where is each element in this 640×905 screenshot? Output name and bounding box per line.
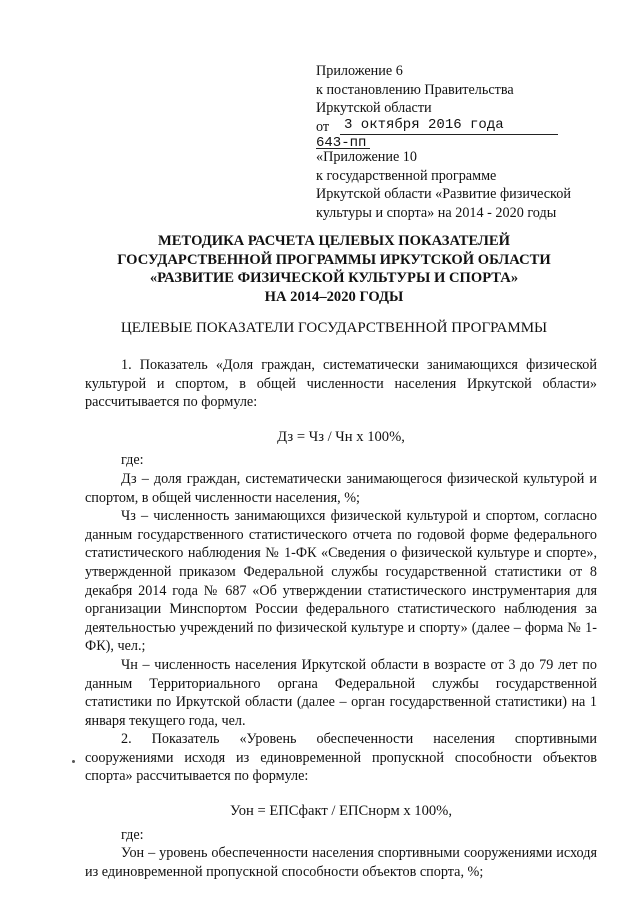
header-line: Приложение 6 [316,63,403,79]
title-line: МЕТОДИКА РАСЧЕТА ЦЕЛЕВЫХ ПОКАЗАТЕЛЕЙ [158,233,510,249]
scan-mark [72,760,75,763]
decree-number: 643-пп [316,134,367,151]
title-line: ГОСУДАРСТВЕННОЙ ПРОГРАММЫ ИРКУТСКОЙ ОБЛАСТИ [117,251,551,268]
definition-dz: Дз – доля граждан, систематически занимающегося физической культурой и спортом, в общей численности населения, %; [85,470,597,506]
indicator-2-intro: 2. Показатель «Уровень обеспеченности населения спортивными сооружениями исходя из единовременной пропускной способности объектов спорта» рассчитывается по формуле: [85,731,597,785]
annex-line: культуры и спорта» на 2014 - 2020 годы [316,204,557,221]
annex-line: Иркутской области «Развитие физической [316,186,571,203]
title-line: НА 2014–2020 ГОДЫ [264,288,404,305]
definition-chn: Чн – численность населения Иркутской области в возрасте от 3 до 79 лет по данным Территориального органа Федеральной службы государственной статистики по Иркутской области (далее – орган государственной статистики) на 1 января текущего года, чел. [85,656,597,729]
document-body [85,350,597,881]
approval-header [316,62,616,155]
definition-chz: Чз – численность занимающихся физической культурой и спортом, согласно данным государственного статистического отчета по годовой форме федерального статистического наблюдения № 1-ФК «Сведения о физической культуре и спорте», утвержденной приказом Федеральной службы государственной статистики от 8 декабря 2014 года № 687 «Об утверждении статистического инструментария для организации Минспортом России федерального статистического наблюдения за деятельностью учреждений по физической культуре и спорту» (далее – форма № 1-ФК), чел.; [85,508,597,655]
section-subtitle: ЦЕЛЕВЫЕ ПОКАЗАТЕЛИ ГОСУДАРСТВЕННОЙ ПРОГРАММЫ [120,320,548,336]
header-line: к постановлению Правительства [316,81,514,98]
date-prefix: от [316,118,330,135]
title-line: «РАЗВИТИЕ ФИЗИЧЕСКОЙ КУЛЬТУРЫ И СПОРТА» [149,270,519,286]
where-label: где: [121,826,144,843]
definition-uon: Уон – уровень обеспеченности населения спортивными сооружениями исходя из единовременной пропускной способности объектов спорта, %; [85,845,597,880]
header-line: Иркутской области [316,100,432,117]
where-label: где: [121,452,144,469]
formula-2: Уон = ЕПСфакт / ЕПСнорм х 100%, [230,803,452,820]
annex-header [316,148,616,222]
decree-date: 3 октября 2016 года [340,116,558,136]
formula-1: Дз = Чз / Чн х 100%, [277,428,405,445]
indicator-1-intro: 1. Показатель «Доля граждан, систематически занимающихся физической культурой и спортом, в общей численности населения Иркутской области» рассчитывается по формуле: [85,357,597,411]
document-title [60,232,608,306]
annex-line: «Приложение 10 [316,149,417,165]
annex-line: к государственной программе [316,167,497,184]
